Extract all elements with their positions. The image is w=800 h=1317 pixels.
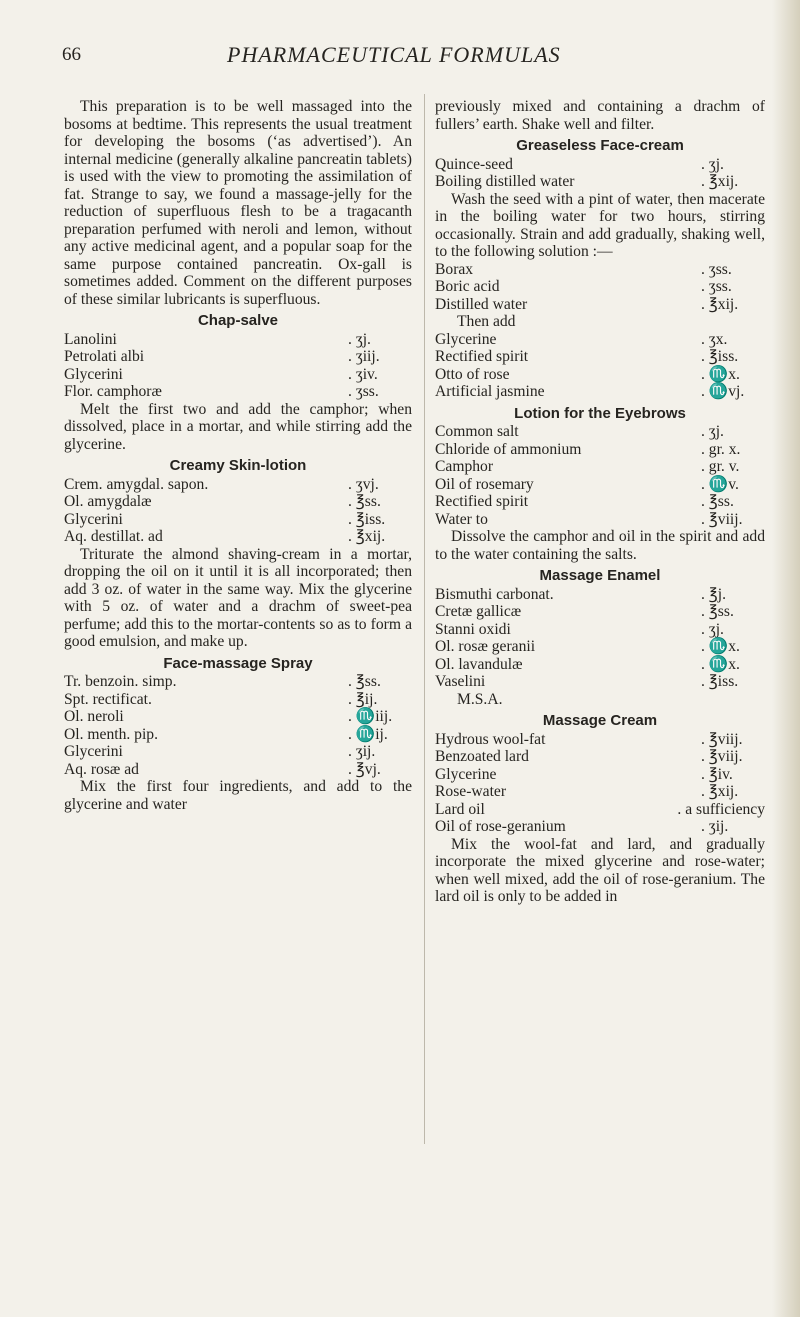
ingredient-name: Camphor (435, 458, 494, 475)
lotion-eyebrows-directions: Dissolve the camphor and oil in the spirit and add to the water containing the salts. (435, 528, 765, 563)
ingredient-quantity: . ʒvj. (348, 475, 379, 493)
ingredient-row (435, 673, 765, 691)
ingredient-name: Ol. neroli (64, 708, 124, 725)
running-title: PHARMACEUTICAL FORMULAS (227, 42, 561, 67)
ingredient-name: Borax (435, 260, 474, 278)
ingredient-quantity: . ʒss. (701, 260, 732, 278)
ingredient-quantity: . ℥ss. (348, 673, 381, 690)
ingredient-name: Ol. amygdalæ (64, 493, 152, 510)
ingredient-quantity: . ♏v. (701, 475, 739, 493)
ingredient-quantity: . ʒss. (701, 278, 732, 295)
ingredient-quantity: . ℥iss. (348, 510, 386, 528)
ingredient-name: Lanolini (64, 330, 117, 348)
ingredient-quantity: . ℥xij. (348, 528, 386, 545)
ingredient-row (435, 173, 765, 191)
ingredient-quantity: . ʒij. (348, 743, 376, 760)
ingredient-name: Rose-water (435, 783, 507, 800)
ingredient-quantity: . ℥iss. (701, 673, 739, 690)
creamy-skin-lotion-recipe (64, 476, 412, 546)
ingredient-quantity: . ♏x. (701, 655, 740, 673)
ingredient-quantity: . a sufficiency (677, 800, 765, 818)
face-massage-spray-recipe (64, 673, 412, 778)
ingredient-row (435, 261, 765, 279)
ingredient-name: Boric acid (435, 278, 500, 295)
ingredient-name: Artificial jasmine (435, 383, 545, 400)
ingredient-row (435, 731, 765, 749)
ingredient-name: Ol. menth. pip. (64, 725, 158, 743)
ingredient-quantity: . ℥viij. (701, 730, 743, 748)
chap-salve-directions: Melt the first two and add the camphor; when dissolved, place in a mortar, and while stirring add the glycerine. (64, 400, 412, 453)
massage-cream-heading: Massage Cream (542, 712, 658, 729)
ingredient-name: Ol. rosæ geranii (435, 638, 536, 655)
ingredient-quantity: . ʒx. (701, 330, 728, 348)
ingredient-name: Chloride of ammonium (435, 440, 582, 458)
ingredient-row (435, 348, 765, 366)
msa-line: M.S.A. (457, 690, 503, 708)
face-massage-spray-heading: Face-massage Spray (163, 654, 313, 672)
ingredient-row (435, 511, 765, 529)
ingredient-quantity: . ℥xij. (701, 783, 739, 800)
ingredient-row (435, 783, 765, 801)
ingredient-quantity: . ℥xij. (701, 173, 739, 190)
ingredient-quantity: . gr. v. (701, 458, 740, 475)
ingredient-name: Lard oil (435, 800, 485, 818)
then-add-line: Then add (457, 313, 516, 330)
ingredient-name: Hydrous wool-fat (435, 730, 546, 748)
ingredient-name: Vaselini (435, 673, 486, 690)
ingredient-row (435, 331, 765, 349)
greaseless-face-cream-heading: Greaseless Face-cream (516, 137, 684, 154)
ingredient-row (435, 638, 765, 656)
ingredient-quantity: . gr. x. (701, 440, 741, 458)
greaseless-face-cream-recipe-b (435, 261, 765, 314)
ingredient-row (64, 366, 412, 384)
ingredient-row (64, 348, 412, 366)
ingredient-row (435, 766, 765, 784)
page-number: 66 (62, 44, 81, 65)
ingredient-name: Glycerine (435, 765, 497, 783)
ingredient-quantity: . ʒj. (701, 423, 724, 440)
ingredient-row (435, 586, 765, 604)
chap-salve-recipe (64, 331, 412, 401)
ingredient-row (435, 441, 765, 459)
ingredient-row (435, 748, 765, 766)
creamy-skin-lotion-heading: Creamy Skin-lotion (169, 457, 307, 474)
ingredient-name: Quince-seed (435, 155, 513, 173)
ingredient-row (435, 493, 765, 511)
ingredient-name: Benzoated lard (435, 748, 529, 765)
massage-cream-directions: Mix the wool-fat and lard, and gradually incorporate the mixed glycerine and rose-water; when well mixed, add the oil of rose-geranium. The lard oil is only to be added in (435, 835, 765, 905)
ingredient-name: Glycerine (435, 330, 497, 348)
ingredient-quantity: . ℥viij. (701, 748, 743, 765)
ingredient-row (64, 743, 412, 761)
ingredient-quantity: . ♏x. (701, 638, 740, 655)
ingredient-row (435, 278, 765, 296)
ingredient-row (64, 726, 412, 744)
continuation-paragraph: previously mixed and containing a drachm of fullers’ earth. Shake well and filter. (435, 98, 765, 133)
ingredient-row (64, 493, 412, 511)
ingredient-quantity: . ℥xij. (701, 295, 739, 313)
ingredient-name: Rectified spirit (435, 348, 529, 365)
chap-salve-heading: Chap-salve (197, 312, 279, 329)
ingredient-name: Cretæ gallicæ (435, 603, 522, 620)
page-edge-shadow (772, 0, 800, 1317)
ingredient-name: Bismuthi carbonat. (435, 585, 554, 603)
ingredient-quantity: . ♏x. (701, 365, 740, 383)
ingredient-row (435, 621, 765, 639)
ingredient-row (64, 331, 412, 349)
ingredient-row (64, 383, 412, 401)
ingredient-row (435, 366, 765, 384)
ingredient-quantity: . ʒiij. (348, 348, 380, 365)
page-header (62, 42, 762, 72)
creamy-skin-lotion-directions: Triturate the almond shaving-cream in a mortar, dropping the oil on it until it is all incorporated; then add 3 oz. of water in the same way. Mix the glycerine with 5 oz. of water and a drachm of sweet-pea perfume; add this to the mortar-contents so as to form a good emulsion, and make up. (64, 545, 412, 650)
ingredient-quantity: . ʒj. (701, 620, 724, 638)
ingredient-name: Petrolati albi (64, 348, 145, 365)
ingredient-row (435, 383, 765, 401)
massage-cream-recipe (435, 731, 765, 836)
ingredient-name: Stanni oxidi (435, 620, 511, 638)
ingredient-quantity: . ♏iij. (348, 708, 393, 725)
ingredient-quantity: . ♏ij. (348, 725, 388, 743)
ingredient-row (64, 528, 412, 546)
ingredient-quantity: . ℥ss. (701, 493, 734, 510)
ingredient-row (435, 458, 765, 476)
ingredient-row (64, 673, 412, 691)
ingredient-name: Common salt (435, 423, 519, 440)
ingredient-name: Rectified spirit (435, 493, 529, 510)
ingredient-quantity: . ℥ij. (348, 690, 378, 708)
greaseless-face-cream-recipe-c (435, 331, 765, 401)
ingredient-row (435, 156, 765, 174)
ingredient-name: Aq. destillat. ad (64, 528, 163, 545)
ingredient-row (435, 296, 765, 314)
ingredient-name: Glycerini (64, 510, 123, 528)
ingredient-quantity: . ℥vj. (348, 760, 381, 778)
ingredient-row (64, 761, 412, 779)
ingredient-name: Spt. rectificat. (64, 690, 152, 708)
ingredient-row (435, 818, 765, 836)
ingredient-name: Distilled water (435, 295, 528, 313)
ingredient-name: Oil of rose-geranium (435, 818, 566, 835)
ingredient-quantity: . ʒss. (348, 383, 379, 400)
lotion-eyebrows-heading: Lotion for the Eyebrows (514, 404, 686, 422)
ingredient-row (435, 476, 765, 494)
ingredient-quantity: . ʒj. (348, 330, 371, 348)
ingredient-name: Crem. amygdal. sapon. (64, 475, 209, 493)
ingredient-row (64, 691, 412, 709)
ingredient-quantity: . ʒiv. (348, 365, 378, 383)
greaseless-face-cream-recipe-a (435, 156, 765, 191)
massage-enamel-heading: Massage Enamel (539, 567, 661, 584)
column-divider (424, 94, 425, 1144)
ingredient-name: Glycerini (64, 365, 123, 383)
ingredient-quantity: . ℥iss. (701, 348, 739, 365)
ingredient-row (435, 801, 765, 819)
ingredient-quantity: . ℥ss. (348, 493, 381, 510)
face-massage-spray-directions: Mix the first four ingredients, and add to the glycerine and water (64, 778, 412, 813)
ingredient-quantity: . ʒij. (701, 818, 729, 835)
ingredient-quantity: . ʒj. (701, 155, 724, 173)
ingredient-name: Water to (435, 510, 488, 528)
ingredient-name: Aq. rosæ ad (64, 760, 139, 778)
ingredient-name: Otto of rose (435, 365, 510, 383)
ingredient-quantity: . ♏vj. (701, 383, 745, 400)
ingredient-name: Ol. lavandulæ (435, 655, 523, 673)
ingredient-quantity: . ℥viij. (701, 510, 743, 528)
ingredient-name: Tr. benzoin. simp. (64, 673, 177, 690)
ingredient-row (64, 511, 412, 529)
ingredient-row (64, 476, 412, 494)
ingredient-name: Flor. camphoræ (64, 383, 162, 400)
ingredient-name: Oil of rosemary (435, 475, 534, 493)
ingredient-row (64, 708, 412, 726)
ingredient-row (435, 603, 765, 621)
ingredient-name: Glycerini (64, 743, 123, 760)
ingredient-row (435, 423, 765, 441)
ingredient-row (435, 656, 765, 674)
ingredient-quantity: . ℥iv. (701, 765, 733, 783)
lotion-eyebrows-recipe (435, 423, 765, 528)
ingredient-quantity: . ℥j. (701, 585, 727, 603)
right-column (435, 98, 765, 906)
ingredient-quantity: . ℥ss. (701, 603, 734, 620)
massage-enamel-recipe (435, 586, 765, 691)
greaseless-face-cream-directions: Wash the seed with a pint of water, then macerate in the boiling water for two hours, stirring occasionally. Strain and add gradually, shaking well, to the following solution :— (435, 190, 765, 260)
ingredient-name: Boiling distilled water (435, 173, 575, 190)
intro-paragraph: This preparation is to be well massaged into the bosoms at bedtime. This represents the usual treatment for developing the bosoms (‘as advertised’). An internal medicine (generally alkaline pancreatin tablets) is used with the view to promoting the assimilation of fat. Strange to say, we found a massage-jelly for the reduction of superfluous flesh to be a tragacanth preparation perfumed with neroli and lemon, without any active medicinal agent, and a popular soap for the same purpose contained pancreatin. Ox-gall is sometimes added. Comment on the different purposes of these similar lubricants is superfluous. (64, 98, 412, 308)
left-column (64, 98, 412, 813)
